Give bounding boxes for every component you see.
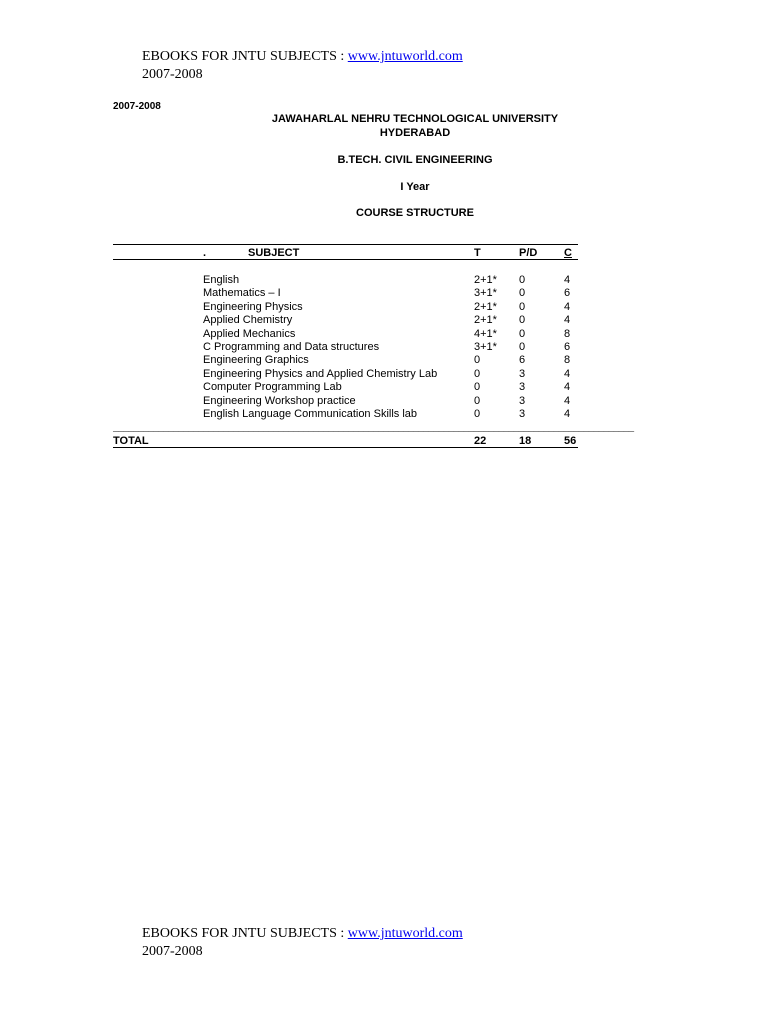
row-subject: C Programming and Data structures (203, 341, 380, 353)
row-subject: Computer Programming Lab (203, 381, 342, 394)
row-t: 4+1* (474, 327, 497, 340)
row-subject: English Language Communication Skills lab (203, 408, 418, 420)
row-t: 3+1* (474, 287, 497, 300)
header-year: 2007-2008 (142, 67, 203, 82)
header-separator: : (340, 49, 345, 64)
total-t: 22 (474, 435, 487, 447)
row-pd: 3 (519, 367, 526, 380)
row-c: 8 (564, 354, 571, 367)
row-t: 2+1* (474, 274, 497, 286)
total-c: 56 (564, 435, 577, 447)
row-c: 4 (564, 314, 571, 327)
row-pd: 3 (519, 381, 526, 394)
header-t: T (474, 247, 481, 259)
header-label: EBOOKS FOR JNTU SUBJECTS (142, 49, 337, 64)
table-bottom-rule (113, 447, 578, 448)
row-t: 0 (474, 367, 481, 380)
header-dot: . (203, 247, 207, 259)
header-link[interactable]: www.jntuworld.com (347, 49, 463, 64)
row-c: 4 (564, 300, 571, 313)
row-pd: 0 (519, 341, 526, 353)
row-pd: 0 (519, 300, 526, 313)
footer-label: EBOOKS FOR JNTU SUBJECTS (142, 926, 337, 941)
row-c: 6 (564, 341, 571, 353)
header-pd: P/D (519, 247, 538, 259)
row-pd: 0 (519, 287, 526, 300)
row-c: 8 (564, 327, 571, 340)
row-pd: 3 (519, 394, 526, 407)
row-subject: Applied Chemistry (203, 314, 293, 327)
table-header-rule (113, 259, 578, 260)
row-c: 4 (564, 394, 571, 407)
row-pd: 3 (519, 408, 526, 420)
row-c: 6 (564, 287, 571, 300)
total-label: TOTAL (113, 435, 149, 447)
university-name: JAWAHARLAL NEHRU TECHNOLOGICAL UNIVERSITY (271, 113, 559, 125)
row-pd: 6 (519, 354, 526, 367)
row-subject: English (203, 274, 240, 286)
row-t: 0 (474, 381, 481, 394)
row-c: 4 (564, 381, 571, 394)
university-city: HYDERABAD (379, 127, 451, 139)
footer-year: 2007-2008 (142, 944, 203, 959)
row-pd: 0 (519, 327, 526, 340)
program-title: B.TECH. CIVIL ENGINEERING (337, 154, 493, 166)
header-subject: SUBJECT (248, 247, 300, 259)
bottom-header (142, 925, 463, 943)
year-label: I Year (400, 181, 430, 193)
total-pd: 18 (519, 435, 532, 447)
row-pd: 0 (519, 314, 526, 327)
header-c: C (564, 247, 572, 259)
row-subject: Engineering Physics and Applied Chemistry Lab (203, 367, 438, 380)
row-t: 0 (474, 394, 481, 407)
footer-link[interactable]: www.jntuworld.com (347, 926, 463, 941)
row-t: 2+1* (474, 314, 497, 327)
row-c: 4 (564, 367, 571, 380)
row-c: 4 (564, 274, 571, 286)
row-subject: Engineering Physics (203, 300, 303, 313)
doc-year: 2007-2008 (113, 101, 161, 112)
row-c: 4 (564, 408, 571, 420)
row-pd: 0 (519, 274, 526, 286)
section-title: COURSE STRUCTURE (356, 207, 474, 219)
table-dash-rule: ________________________________________________________________________________________________________ (113, 424, 634, 435)
row-subject: Engineering Workshop practice (203, 394, 356, 407)
row-subject: Mathematics – I (203, 287, 281, 300)
footer-separator: : (340, 926, 345, 941)
table-top-rule (113, 244, 578, 245)
row-t: 0 (474, 354, 481, 367)
row-t: 0 (474, 408, 481, 420)
row-subject: Engineering Graphics (203, 354, 309, 367)
row-t: 3+1* (474, 341, 497, 353)
row-t: 2+1* (474, 300, 497, 313)
row-subject: Applied Mechanics (203, 327, 296, 340)
top-header (142, 48, 463, 66)
